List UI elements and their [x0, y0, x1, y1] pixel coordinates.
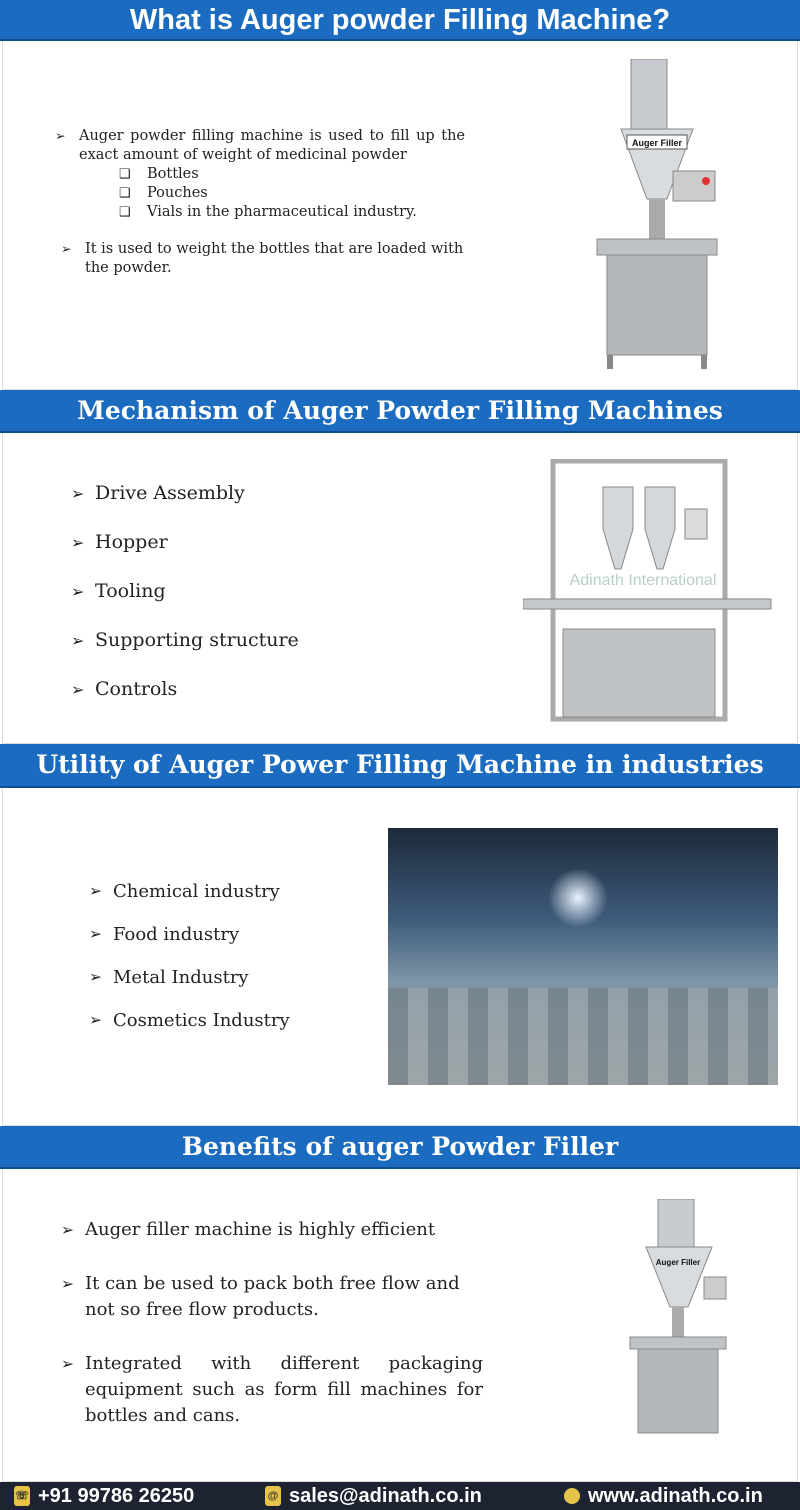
auger-filler-machine-image — [628, 1199, 728, 1439]
phone-icon: ☏ — [14, 1486, 30, 1506]
list-item: ➢ It can be used to pack both free flow and not so free flow products. — [61, 1273, 460, 1320]
list-item: ❑ Pouches — [119, 185, 208, 201]
bullet-text: Integrated with different packaging equipment such as form fill machines for bottles and cans. — [85, 1353, 483, 1426]
bullet-list — [55, 127, 465, 278]
bullet-text: It can be used to pack both free flow and not so free flow products. — [85, 1273, 460, 1320]
bullet-text: Drive Assembly — [95, 482, 245, 504]
list-item: ➢ Auger powder filling machine is used to fill up the exact amount of weight of medicinal powder ❑ Bottles ❑ Pouches ❑ Vials in the pharmaceutical industry. — [55, 128, 465, 220]
sub-item-text: Pouches — [147, 185, 208, 201]
list-item: ➢ It is used to weight the bottles that are loaded with the powder. — [61, 241, 464, 276]
auger-filler-machine-image — [593, 59, 723, 371]
list-item: ➢ Food industry — [89, 924, 240, 945]
sub-item-text: Bottles — [147, 166, 199, 182]
bullet-text: Supporting structure — [95, 629, 299, 651]
contact-footer — [0, 1482, 800, 1510]
list-item: ➢ Chemical industry — [89, 881, 280, 902]
list-item: ➢ Cosmetics Industry — [89, 1010, 290, 1031]
bullet-list — [89, 870, 290, 1042]
list-item: ➢ Supporting structure — [71, 629, 299, 651]
bullet-text: Auger powder filling machine is used to fill up the exact amount of weight of medicinal powder — [79, 128, 465, 163]
factory-photo — [388, 828, 778, 1085]
email-icon: @ — [265, 1486, 281, 1506]
section-utility — [2, 788, 798, 1126]
section-what-is — [2, 41, 798, 390]
bullet-text: It is used to weight the bottles that are loaded with the powder. — [85, 241, 464, 276]
bullet-text: Metal Industry — [113, 967, 249, 988]
list-item: ➢ Integrated with different packaging equipment such as form fill machines for bottles and cans. — [61, 1353, 483, 1426]
machine-label: Auger Filler — [631, 138, 683, 148]
bullet-list — [71, 469, 299, 714]
bullet-text: Cosmetics Industry — [113, 1010, 290, 1031]
list-item: ➢ Hopper — [71, 531, 168, 553]
bullet-text: Controls — [95, 678, 178, 700]
bullet-text: Auger filler machine is highly efficient — [85, 1219, 436, 1240]
website-contact[interactable] — [564, 1482, 763, 1510]
list-item: ➢ Metal Industry — [89, 967, 249, 988]
list-item: ❑ Bottles — [119, 166, 199, 182]
website-url: www.adinath.co.in — [588, 1485, 763, 1507]
section-mechanism — [2, 433, 798, 744]
list-item: ➢ Controls — [71, 678, 178, 700]
section-title-mechanism: Mechanism of Auger Powder Filling Machines — [0, 390, 800, 433]
phone-contact[interactable] — [14, 1482, 194, 1510]
section-title-what-is: What is Auger powder Filling Machine? — [0, 0, 800, 41]
list-item: ➢ Tooling — [71, 580, 166, 602]
globe-icon — [564, 1488, 580, 1504]
list-item: ❑ Vials in the pharmaceutical industry. — [119, 204, 417, 220]
phone-number: +91 99786 26250 — [38, 1485, 195, 1507]
twin-head-filler-image — [523, 459, 773, 723]
sub-item-text: Vials in the pharmaceutical industry. — [147, 204, 417, 220]
bullet-text: Food industry — [113, 924, 240, 945]
email-address: sales@adinath.co.in — [289, 1485, 482, 1507]
section-benefits — [2, 1169, 798, 1482]
watermark: Adinath International — [569, 572, 717, 589]
bullet-list — [61, 1217, 483, 1429]
section-title-benefits: Benefits of auger Powder Filler — [0, 1126, 800, 1169]
bullet-text: Hopper — [95, 531, 168, 553]
bullet-text: Chemical industry — [113, 881, 280, 902]
bullet-text: Tooling — [95, 580, 166, 602]
list-item: ➢ Auger filler machine is highly efficient — [61, 1219, 436, 1240]
list-item: ➢ Drive Assembly — [71, 482, 245, 504]
machine-label: Auger Filler — [655, 1258, 701, 1267]
section-title-utility: Utility of Auger Power Filling Machine in industries — [0, 744, 800, 788]
email-contact[interactable] — [265, 1482, 482, 1510]
